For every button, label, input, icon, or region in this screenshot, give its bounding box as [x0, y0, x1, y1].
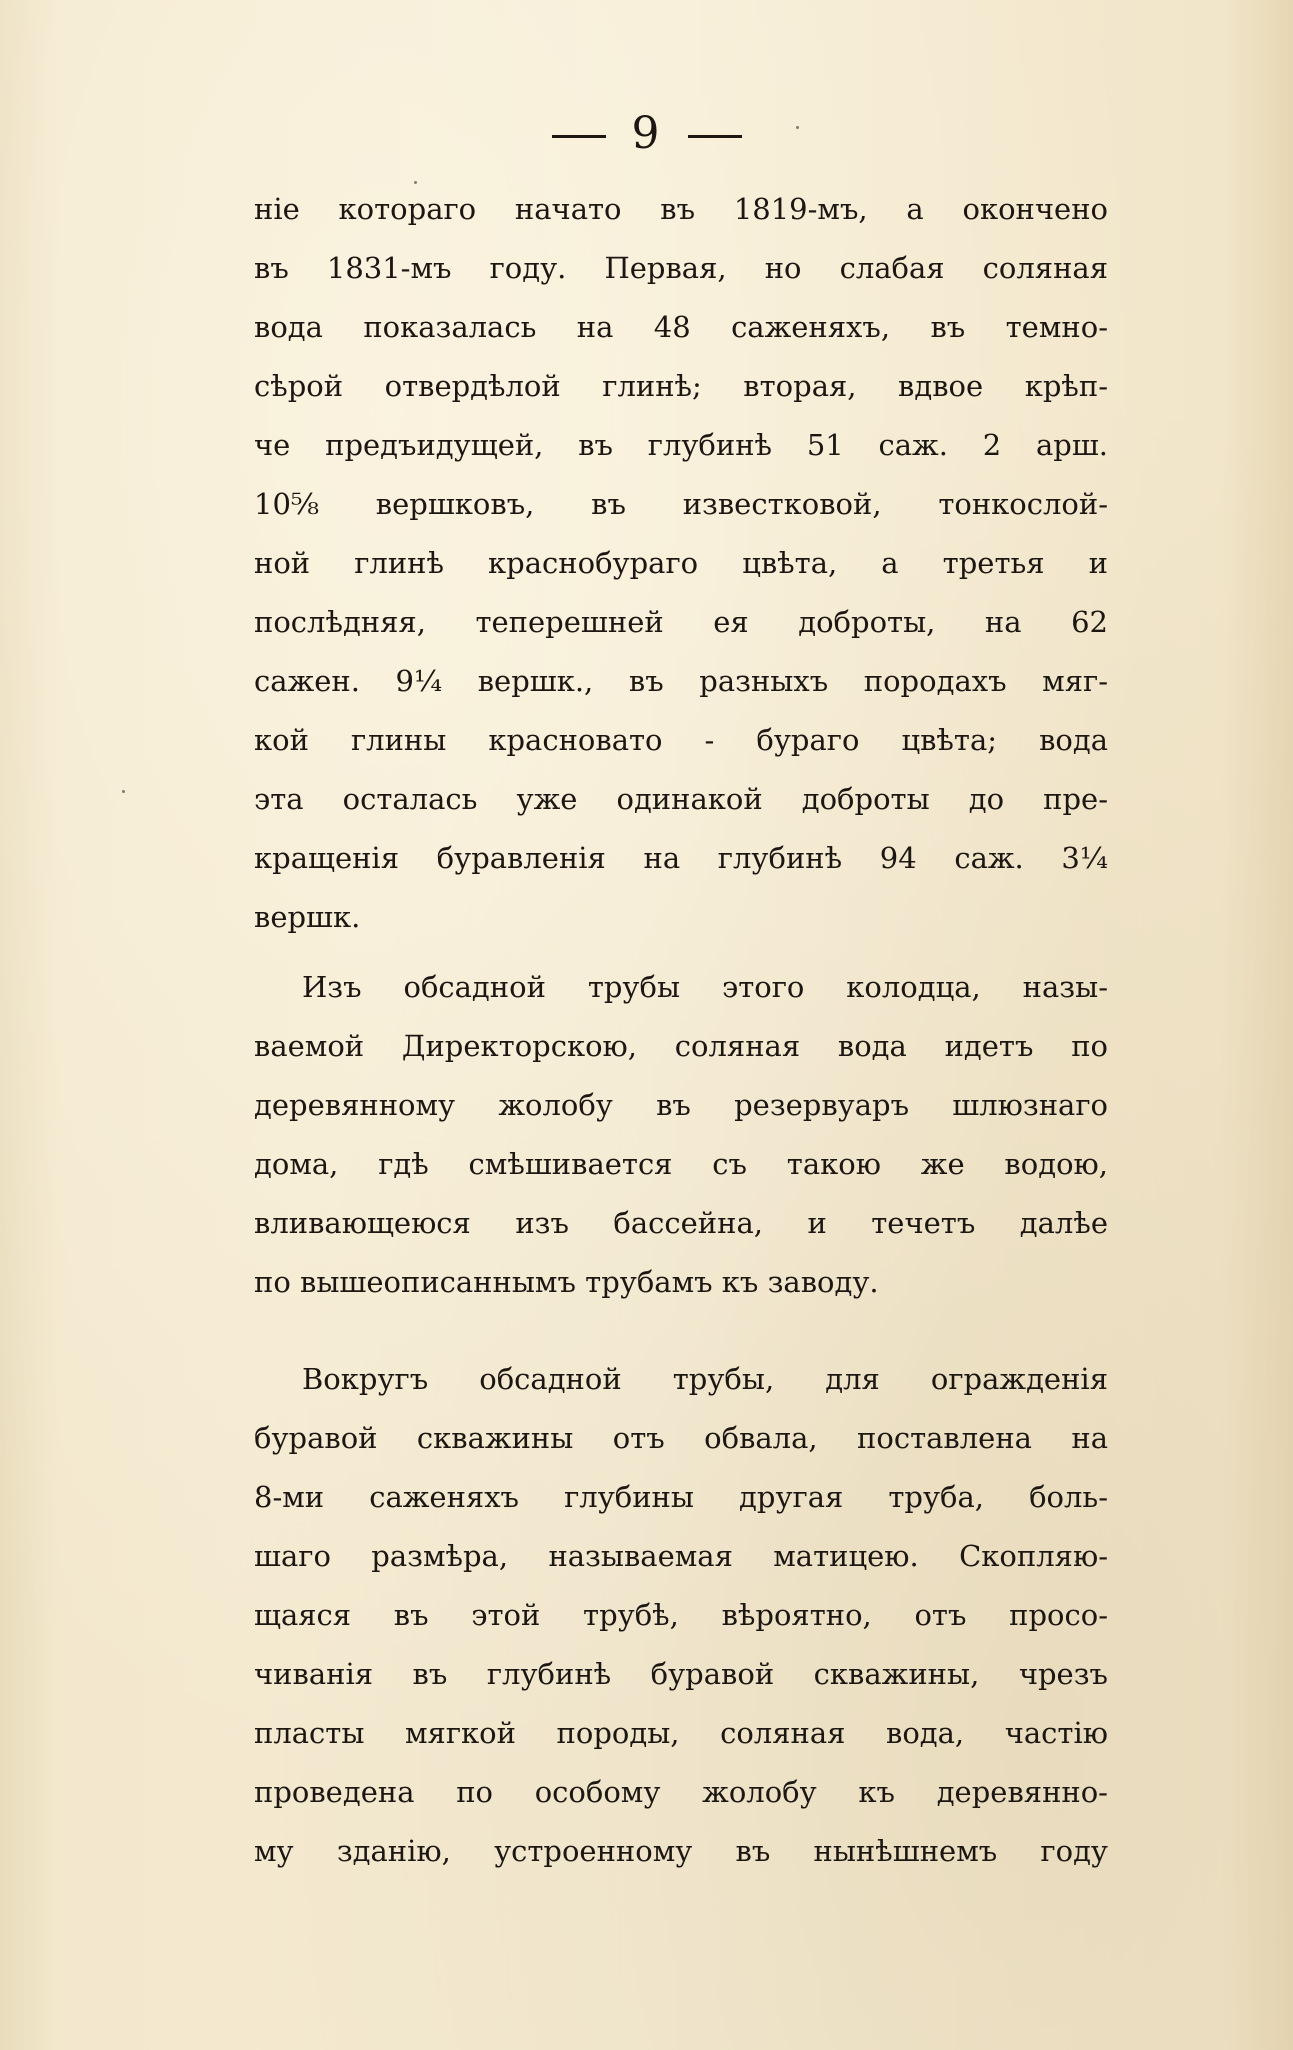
text-line: Вокругъ обсадной трубы, для огражденія	[302, 1362, 1108, 1396]
paragraph-2	[254, 958, 1108, 1312]
text-line: ваемой Директорскою, соляная вода идетъ по	[254, 1029, 1108, 1063]
text-line: кращенія буравленія на глубинѣ 94 саж. 3¼	[254, 841, 1108, 875]
text-line: щаяся въ этой трубѣ, вѣроятно, отъ просо-	[254, 1598, 1108, 1632]
text-line: вода показалась на 48 саженяхъ, въ темно-	[254, 310, 1108, 344]
text-line: послѣдняя, теперешней ея доброты, на 62	[254, 605, 1108, 639]
paragraph-1	[254, 180, 1108, 947]
text-line: 10⅝ вершковъ, въ известковой, тонкослой-	[254, 487, 1108, 521]
text-line: эта осталась уже одинакой доброты до пре-	[254, 782, 1108, 816]
text-line: ной глинѣ краснобураго цвѣта, а третья и	[254, 546, 1108, 580]
text-line: деревянному жолобу въ резервуаръ шлюзнаго	[254, 1088, 1108, 1122]
text-line: Изъ обсадной трубы этого колодца, назы-	[302, 970, 1108, 1004]
right-dash	[688, 135, 742, 138]
text-line: по вышеописаннымъ трубамъ къ заводу.	[254, 1265, 879, 1299]
text-line: сѣрой отвердѣлой глинѣ; вторая, вдвое крѣп-	[254, 369, 1108, 403]
text-line: дома, гдѣ смѣшивается съ такою же водою,	[254, 1147, 1108, 1181]
page-number-value: 9	[631, 108, 662, 159]
text-line: вливающеюся изъ бассейна, и течетъ далѣе	[254, 1206, 1108, 1240]
text-line: пласты мягкой породы, соляная вода, частію	[254, 1716, 1108, 1750]
text-line: ніе котораго начато въ 1819-мъ, а окончено	[254, 192, 1108, 226]
left-dash	[552, 135, 606, 138]
text-line: 8-ми саженяхъ глубины другая труба, боль-	[254, 1480, 1108, 1514]
paragraph-3	[254, 1350, 1108, 1881]
text-line: вершк.	[254, 900, 361, 934]
text-line: проведена по особому жолобу къ деревянно-	[254, 1775, 1108, 1809]
text-line: въ 1831-мъ году. Первая, но слабая соляная	[254, 251, 1108, 285]
text-line: сажен. 9¼ вершк., въ разныхъ породахъ мяг-	[254, 664, 1108, 698]
text-line: шаго размѣра, называемая матицею. Скопляю-	[254, 1539, 1108, 1573]
page-number	[0, 108, 1293, 159]
text-line: че предъидущей, въ глубинѣ 51 саж. 2 арш.	[254, 428, 1108, 462]
text-line: чиванія въ глубинѣ буравой скважины, чрезъ	[254, 1657, 1108, 1691]
text-line: кой глины красновато - бураго цвѣта; вода	[254, 723, 1108, 757]
ink-speck	[122, 790, 125, 793]
text-line: му зданію, устроенному въ нынѣшнемъ году	[254, 1834, 1108, 1868]
text-line: буравой скважины отъ обвала, поставлена на	[254, 1421, 1108, 1455]
